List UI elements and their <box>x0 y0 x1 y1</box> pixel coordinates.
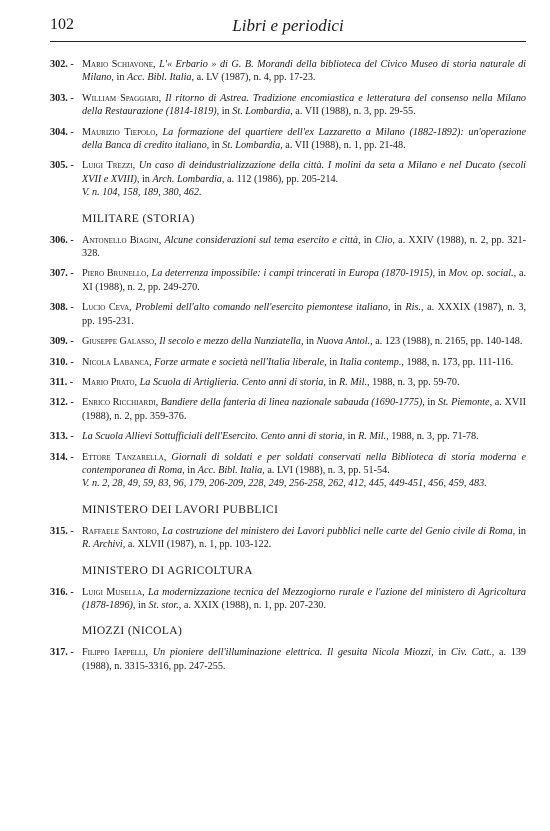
entry-journal: St. Lombardia, <box>232 106 293 118</box>
entry-title: Problemi dell'alto comando nell'esercito piemontese italiano, <box>135 302 391 314</box>
entry-citation: a. VII (1988), n. 1, pp. 21-48. <box>285 140 406 152</box>
entry-citation: a. XXIX (1988), n. 1, pp. 207-230. <box>183 599 326 611</box>
entry-title: La costruzione del ministero dei Lavori pubblici nelle carte del Genio civile di Roma, <box>162 525 516 537</box>
entry-citation: a. XLVII (1987), n. 1, pp. 103-122. <box>127 539 272 551</box>
entry-journal: Nuova Antol., <box>316 336 373 348</box>
entry-citation: a. LV (1987), n. 4, pp. 17-23. <box>196 72 316 84</box>
entry-journal: R. Mil., <box>358 431 389 443</box>
bibliography-entry <box>50 451 526 491</box>
entry-number: 306. - <box>50 234 74 246</box>
entry-number: 309. - <box>50 336 74 348</box>
entry-journal: R. Mil., <box>338 376 370 388</box>
entry-citation: a. XXIV (1988), n. 2, pp. 321-328. <box>82 234 527 260</box>
bibliography-entry <box>50 376 526 389</box>
entry-cross-reference: V. n. 2, 28, 49, 59, 83, 96, 179, 206-209, 228, 249, 256-258, 262, 412, 445, 449-451, 456, 459, 483. <box>82 478 487 490</box>
entry-citation: a. VII (1988), n. 3, pp. 29-55. <box>295 106 416 118</box>
entry-citation: a. 139 (1988), n. 3315-3316, pp. 247-255. <box>82 647 527 672</box>
entry-author: Luigi Trezzi, <box>82 160 136 172</box>
entry-connector: in <box>363 234 372 246</box>
bibliography-entry <box>50 356 526 369</box>
bibliography-entry <box>50 58 526 85</box>
entry-connector: in <box>347 431 356 443</box>
page-header <box>50 14 526 40</box>
entry-number: 302. - <box>50 59 74 70</box>
entry-citation: a. 112 (1986), pp. 205-214. <box>226 173 339 185</box>
entry-citation: a. LVI (1988), n. 3, pp. 51-54. <box>267 464 390 476</box>
bibliography-entry <box>50 159 526 199</box>
entry-citation: 1988, n. 173, pp. 111-116. <box>406 356 514 368</box>
entry-connector: in <box>328 376 337 388</box>
entry-title: Il secolo e mezzo della Nunziatella, <box>159 336 304 348</box>
entry-number: 312. - <box>50 397 74 409</box>
entry-connector: in <box>221 106 230 118</box>
entry-connector: in <box>518 525 526 537</box>
section-heading-lavori-pubblici: MINISTERO DEI LAVORI PUBBLICI <box>82 503 279 516</box>
entry-connector: in <box>427 397 436 409</box>
entry-citation: 1988, n. 3, pp. 59-70. <box>372 376 460 388</box>
entry-number: 308. - <box>50 302 74 314</box>
entry-journal: St. Lombardia, <box>222 140 283 152</box>
entries-group-d <box>50 586 526 613</box>
entry-journal: Italia contemp., <box>339 356 404 368</box>
entry-connector: in <box>437 268 446 280</box>
entry-title: La formazione del quartiere dell'ex Lazzaretto a Milano (1882-1892): un'operazione della Banca di credito italiano, <box>82 126 526 152</box>
section-heading-militare: MILITARE (STORIA) <box>82 212 195 225</box>
entry-connector: in <box>329 356 338 368</box>
entry-number: 313. - <box>50 431 74 443</box>
entry-journal: Arch. Lombardia, <box>152 173 225 185</box>
entry-citation: a. 123 (1988), n. 2165, pp. 140-148. <box>375 336 523 348</box>
entry-author: Giuseppe Galasso, <box>82 336 157 348</box>
entries-group-a <box>50 58 526 200</box>
entry-connector: in <box>306 336 314 348</box>
entry-title: L'« Erbario » di G. B. Morandi della biblioteca del Civico Museo di storia naturale di Milano, <box>82 59 527 84</box>
entry-number: 317. - <box>50 647 74 659</box>
entry-number: 303. - <box>50 92 74 104</box>
entry-title: Il ritorno di Astrea. Tradizione encomiastica e letteratura del consenso nella Milano della Restaurazione (1814-1819), <box>82 92 527 118</box>
entry-cross-reference: V. n. 104, 158, 189, 380, 462. <box>82 187 202 199</box>
bibliography-entry <box>50 586 526 613</box>
entry-title: Alcune considerazioni sul tema esercito e città, <box>164 234 361 246</box>
entry-journal: Ris., <box>405 302 424 314</box>
bibliography-entry <box>50 92 526 119</box>
entry-author: Mario Prato, <box>82 376 138 388</box>
entry-author: Nicola Labanca, <box>82 356 152 368</box>
bibliography-entry <box>50 267 526 294</box>
header-rule <box>50 41 526 42</box>
bibliography-entry <box>50 396 526 423</box>
entry-title: La Scuola di Artiglieria. Cento anni di storia, <box>139 376 326 388</box>
entry-journal: Acc. Bibl. Italia, <box>127 72 195 84</box>
bibliography-entry <box>50 525 526 552</box>
bibliography <box>50 58 526 680</box>
entry-author: Raffaele Santoro, <box>82 525 160 537</box>
entry-title: Bandiere della fanteria di linea nazionale sabauda (1690-1775), <box>160 397 425 409</box>
entry-journal: St. Piemonte, <box>438 397 493 409</box>
entry-journal: R. Archivi, <box>82 539 126 551</box>
entry-number: 307. - <box>50 268 74 280</box>
bibliography-entry <box>50 646 526 673</box>
entry-author: Ettore Tanzarella, <box>82 451 167 463</box>
entries-group-b <box>50 234 526 491</box>
entry-connector: in <box>393 302 402 314</box>
entry-title: La modernizzazione tecnica del Mezzogiorno rurale e l'azione del ministero di Agricoltura (1878-1896), <box>82 586 527 611</box>
entry-title: Giornali di soldati e per soldati conservati nella Biblioteca di storia moderna e contemporanea di Roma, <box>82 451 526 476</box>
entries-group-e <box>50 646 526 673</box>
entry-author: Mario Schiavone, <box>82 59 156 70</box>
entry-number: 310. - <box>50 356 74 368</box>
entry-title: Forze armate e società nell'Italia liberale, <box>154 356 327 368</box>
entry-journal: Civ. Catt., <box>450 647 495 659</box>
entry-author: Lucio Ceva, <box>82 302 132 314</box>
entry-author: Maurizio Tiepolo, <box>82 126 158 138</box>
entry-connector: in <box>438 647 447 659</box>
entry-citation: a. XXXIX (1987), n. 3, pp. 195-231. <box>82 302 527 327</box>
entry-connector: in <box>187 464 196 476</box>
entry-number: 304. - <box>50 126 74 138</box>
entry-citation: 1988, n. 3, pp. 71-78. <box>391 431 479 443</box>
entry-title: Un caso di deindustrializzazione della città. I molini da seta a Milano e nel Ducato (secoli XVII e XVIII), <box>82 160 527 185</box>
entry-number: 311. - <box>50 376 74 388</box>
page-number: 102 <box>50 16 74 33</box>
entries-group-c <box>50 525 526 552</box>
entry-author: Luigi Musella, <box>82 586 145 598</box>
entry-citation: a. XVII (1988), n. 2, pp. 359-376. <box>82 397 526 422</box>
entry-connector: in <box>141 173 150 185</box>
entry-title: La deterrenza impossibile: i campi trincerati in Europa (1870-1915), <box>151 268 436 280</box>
bibliography-entry <box>50 335 526 348</box>
running-title: Libri e periodici <box>232 16 344 35</box>
entry-connector: in <box>211 140 220 152</box>
entry-journal: Mov. op. social., <box>448 268 517 280</box>
section-heading-agricoltura: MINISTERO DI AGRICOLTURA <box>82 564 253 577</box>
entry-title: Un pioniere dell'illuminazione elettrica. Il gesuita Nicola Miozzi, <box>152 647 434 659</box>
entry-connector: in <box>116 72 125 84</box>
bibliography-entry <box>50 430 526 443</box>
entry-number: 316. - <box>50 586 74 598</box>
entry-title: La Scuola Allievi Sottufficiali dell'Esercito. Cento anni di storia, <box>82 431 346 443</box>
bibliography-entry <box>50 301 526 328</box>
bibliography-entry <box>50 126 526 153</box>
entry-author: Piero Brunello, <box>82 268 149 280</box>
entry-journal: St. stor., <box>148 599 182 611</box>
entry-author: William Spaggiari, <box>82 92 162 104</box>
section-heading-miozzi: MIOZZI (NICOLA) <box>82 625 183 638</box>
entry-author: Enrico Ricchiardi, <box>82 397 159 409</box>
entry-citation: a. XI (1988), n. 2, pp. 249-270. <box>82 268 527 293</box>
entry-journal: Acc. Bibl. Italia, <box>197 464 265 476</box>
entry-number: 314. - <box>50 451 74 463</box>
entry-author: Antonello Biagini, <box>82 234 162 246</box>
bibliography-entry <box>50 234 526 261</box>
entry-number: 305. - <box>50 160 74 172</box>
entry-number: 315. - <box>50 525 74 537</box>
entry-journal: Clio, <box>374 234 395 246</box>
entry-connector: in <box>138 599 146 611</box>
entry-author: Filippo Iappelli, <box>82 647 149 659</box>
